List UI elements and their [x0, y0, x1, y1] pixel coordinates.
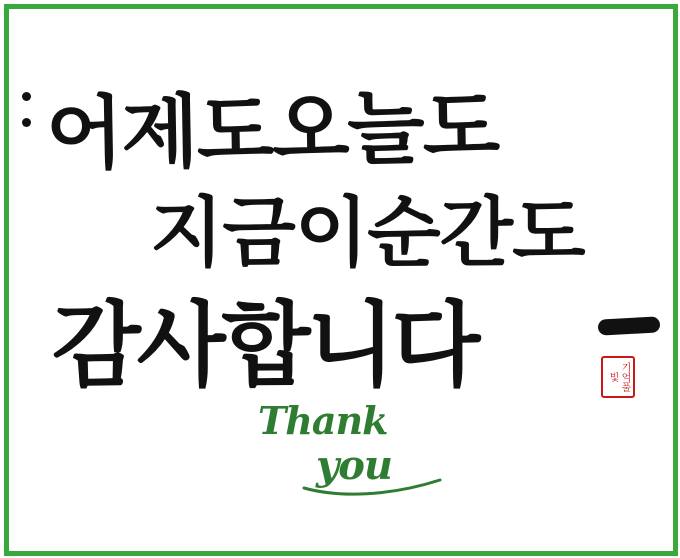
colon-mark [18, 82, 34, 142]
brush-dash [598, 316, 661, 335]
calligraphy-line-2: 지금이순간도 [150, 188, 585, 277]
thank-word: Thank [258, 398, 388, 443]
you-word: you [316, 442, 393, 489]
red-seal-stamp [601, 356, 635, 398]
calligraphy-line-1: 어제도오늘도 [45, 80, 499, 181]
swash-flourish-icon [300, 470, 450, 500]
seal-text: 기억풀빛 [607, 362, 630, 392]
calligraphy-line-3: 감사합니다 [52, 292, 477, 399]
